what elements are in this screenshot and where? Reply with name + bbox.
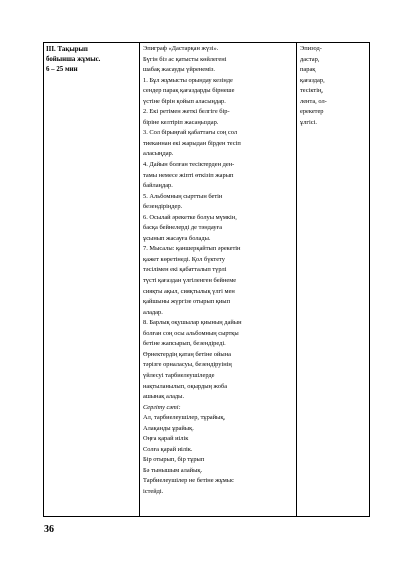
activity-line: шабақ жасауды үйренеміз. <box>143 66 216 74</box>
activity-line: Оңға қарай иілік <box>143 435 189 443</box>
activity-line: Тарбиелеушілер не бетіне жұмыс <box>143 477 234 485</box>
activity-line: 1. Бұл жұмысты орындау кезінде <box>143 76 233 84</box>
resource-line: дастар, <box>300 55 320 63</box>
activity-line: бетіне жапсырып, безендіреді. <box>143 340 226 348</box>
activity-line: басқа бейнелерді де тәндауға <box>143 224 223 232</box>
activity-line: 3. Сол бірыңғай қабаттағы соң сол <box>143 129 238 137</box>
activity-line: Өрнектердің қатаң бетіне ойына <box>143 350 231 358</box>
activity-line: тәсілімен екі қабатталып түрлі <box>143 266 227 274</box>
activity-cell <box>140 43 297 516</box>
activity-line: 5. Альбомның сырттын бетін <box>143 192 223 200</box>
activity-line: біріне келтіріп жасаңыздар. <box>143 118 219 126</box>
activity-line: 2. Екі ретімен жеткі белгіге бір- <box>143 108 230 116</box>
stage-cell <box>44 43 140 516</box>
activity-line: сияқты ақыл, сияқтылық үлгі мен <box>143 287 235 295</box>
activity-line: Солға қарай иілік. <box>143 445 193 453</box>
stage-title <box>46 45 137 75</box>
activity-line: болған соң осы альбомның сыртқы <box>143 329 239 337</box>
activity-line: байлаңдар. <box>143 182 173 190</box>
activity-line: тиеканнан екі жарыдан бірден тесіп <box>143 139 241 147</box>
activity-line: қажет көретінеді. Қол бүктету <box>143 255 225 263</box>
activity-line: қайшыны жүргізе отырып қиып <box>143 298 230 306</box>
activity-line: безендіріңдер. <box>143 203 183 211</box>
activity-text <box>143 44 293 498</box>
resource-line: ерекетер <box>300 108 324 116</box>
activity-line: істейді. <box>143 487 164 495</box>
resources-cell <box>297 43 369 516</box>
activity-line: Сергіту сәті: <box>143 403 181 411</box>
activity-line: Алақанды ұрайық. <box>143 424 194 432</box>
resource-line: қағаздар, <box>300 76 325 84</box>
activity-line: тамы немесе жіпті өткізіп жарып <box>143 171 234 179</box>
activity-line: Бүгін біз ас қатысты көйлегені <box>143 55 227 63</box>
activity-line: Бә тынышым алайық. <box>143 466 203 474</box>
activity-line: 8. Барлық оқушылар қиының дайын <box>143 319 242 327</box>
activity-line: ұсынып жасауға болады. <box>143 234 211 242</box>
activity-line: аладар. <box>143 308 163 316</box>
resources-text <box>300 44 366 128</box>
resource-line: ұлгісі. <box>300 118 317 126</box>
activity-line: үстіне бірін қойып аласыңдар. <box>143 97 226 105</box>
activity-line: сендер парақ қағаздарды бірнеше <box>143 87 235 95</box>
lesson-table <box>43 42 370 517</box>
activity-line: 7. Мысалы: қаншерқайтып әрекетін <box>143 245 241 253</box>
resource-line: лента, ол- <box>300 97 327 105</box>
activity-line: түсті қағаздан үлгіленген бейнеме <box>143 277 237 285</box>
resource-line: Эпизод- <box>300 45 322 52</box>
activity-line: Эпиграф «Дастарқан жүзі». <box>143 45 219 52</box>
activity-line: үйлесуі тарбиелеушілерде <box>143 371 215 379</box>
page-number: 36 <box>44 524 54 535</box>
stage-line: бойынша жұмыс. <box>46 55 101 63</box>
activity-line: нақтыланылып, оқырдың жоба <box>143 382 228 390</box>
stage-line: III. Тақырып <box>46 46 88 53</box>
activity-line: 6. Осылай әрекетке болуы мүмкін, <box>143 213 237 221</box>
activity-line: Ал, тарбиелеушілер, тұрайық, <box>143 414 226 422</box>
stage-duration: 6 – 25 мин <box>46 65 78 73</box>
activity-line: Бір отырып, бір тұрып <box>143 456 205 464</box>
activity-line: тәрізге орналасуы, безендіруінің <box>143 361 232 369</box>
activity-line: ашынақ алады. <box>143 393 185 401</box>
activity-line: 4. Дайын болған тесіктерден ден- <box>143 161 235 169</box>
activity-line: аласыңдар. <box>143 150 174 158</box>
resource-line: парақ <box>300 66 316 74</box>
resource-line: тесіктің, <box>300 87 324 95</box>
